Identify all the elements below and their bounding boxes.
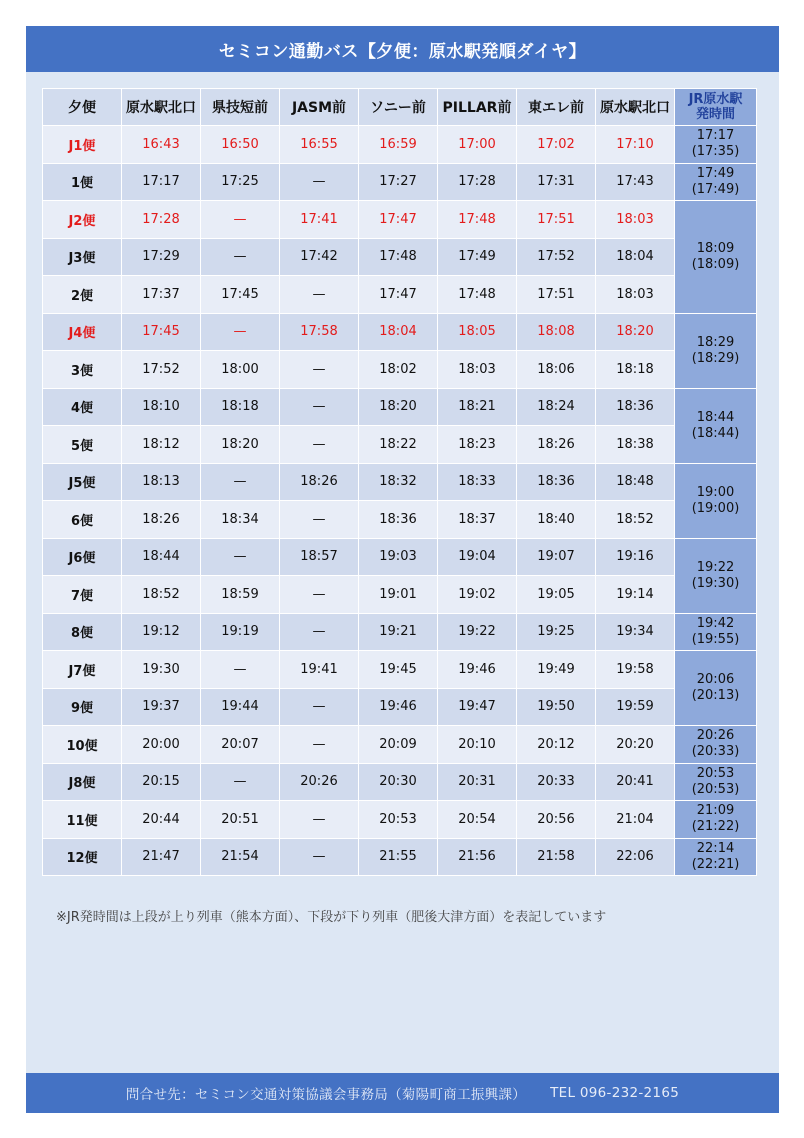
stop-time: 20:09 bbox=[359, 726, 438, 764]
stop-time: 20:20 bbox=[596, 726, 675, 764]
table-row bbox=[43, 538, 757, 576]
jr-header-line1: JR原水駅 bbox=[688, 92, 743, 107]
stop-time: 18:26 bbox=[517, 426, 596, 464]
jr-departure-time bbox=[675, 801, 757, 839]
stop-time: 18:59 bbox=[201, 576, 280, 614]
stop-time: 17:27 bbox=[359, 163, 438, 201]
stop-time: 17:58 bbox=[280, 313, 359, 351]
stop-time: 17:29 bbox=[122, 238, 201, 276]
stop-time: 17:47 bbox=[359, 276, 438, 314]
table-row bbox=[43, 688, 757, 726]
stop-time: 18:26 bbox=[122, 501, 201, 539]
table-row bbox=[43, 801, 757, 839]
timetable-sheet bbox=[26, 26, 779, 1113]
stop-time: 20:00 bbox=[122, 726, 201, 764]
stop-time: 18:22 bbox=[359, 426, 438, 464]
stop-time: 18:23 bbox=[438, 426, 517, 464]
stop-time: 17:42 bbox=[280, 238, 359, 276]
stop-time: 16:43 bbox=[122, 126, 201, 164]
stop-time: 17:00 bbox=[438, 126, 517, 164]
stop-time: — bbox=[280, 838, 359, 876]
jr-down-train-time: (20:33) bbox=[691, 744, 740, 760]
stop-time: 17:52 bbox=[517, 238, 596, 276]
col-header-tokyo-electron: 東エレ前 bbox=[517, 89, 596, 126]
stop-time: 18:57 bbox=[280, 538, 359, 576]
trip-name: J7便 bbox=[43, 651, 122, 689]
col-header-sony: ソニー前 bbox=[359, 89, 438, 126]
stop-time: — bbox=[280, 801, 359, 839]
stop-time: 18:04 bbox=[596, 238, 675, 276]
col-header-harasui-north-2: 原水駅北口 bbox=[596, 89, 675, 126]
jr-departure-time bbox=[675, 388, 757, 463]
stop-time: 19:34 bbox=[596, 613, 675, 651]
trip-name: J8便 bbox=[43, 763, 122, 801]
stop-time: 19:01 bbox=[359, 576, 438, 614]
stop-time: 17:10 bbox=[596, 126, 675, 164]
stop-time: 19:50 bbox=[517, 688, 596, 726]
stop-time: 19:45 bbox=[359, 651, 438, 689]
stop-time: 20:15 bbox=[122, 763, 201, 801]
timetable bbox=[42, 88, 757, 876]
trip-name: 12便 bbox=[43, 838, 122, 876]
stop-time: 20:54 bbox=[438, 801, 517, 839]
stop-time: 19:21 bbox=[359, 613, 438, 651]
trip-name: J3便 bbox=[43, 238, 122, 276]
jr-up-train-time: 20:06 bbox=[696, 672, 735, 687]
jr-down-train-time: (18:44) bbox=[691, 425, 740, 441]
trip-name: 10便 bbox=[43, 726, 122, 764]
stop-time: 17:47 bbox=[359, 201, 438, 239]
stop-time: 21:58 bbox=[517, 838, 596, 876]
stop-time: 20:44 bbox=[122, 801, 201, 839]
trip-name: J5便 bbox=[43, 463, 122, 501]
jr-down-train-time: (20:53) bbox=[691, 781, 740, 797]
trip-name: 7便 bbox=[43, 576, 122, 614]
trip-name: 2便 bbox=[43, 276, 122, 314]
jr-down-train-time: (17:49) bbox=[691, 181, 740, 197]
stop-time: 19:04 bbox=[438, 538, 517, 576]
stop-time: 17:31 bbox=[517, 163, 596, 201]
jr-up-train-time: 18:09 bbox=[696, 240, 735, 256]
jr-departure-time bbox=[675, 163, 757, 201]
stop-time: — bbox=[280, 576, 359, 614]
jr-down-train-time: (21:22) bbox=[691, 819, 740, 835]
jr-departure-time bbox=[675, 538, 757, 613]
stop-time: — bbox=[280, 351, 359, 389]
stop-time: 18:40 bbox=[517, 501, 596, 539]
stop-time: 18:03 bbox=[596, 276, 675, 314]
jr-up-train-time: 19:00 bbox=[696, 484, 735, 500]
stop-time: 20:26 bbox=[280, 763, 359, 801]
col-header-harasui-north-1: 原水駅北口 bbox=[122, 89, 201, 126]
stop-time: 19:44 bbox=[201, 688, 280, 726]
stop-time: — bbox=[280, 276, 359, 314]
table-row bbox=[43, 838, 757, 876]
table-row bbox=[43, 238, 757, 276]
stop-time: 18:12 bbox=[122, 426, 201, 464]
stop-time: 18:37 bbox=[438, 501, 517, 539]
stop-time: 16:59 bbox=[359, 126, 438, 164]
stop-time: 20:53 bbox=[359, 801, 438, 839]
table-row bbox=[43, 163, 757, 201]
stop-time: — bbox=[280, 426, 359, 464]
stop-time: — bbox=[201, 238, 280, 276]
stop-time: 18:13 bbox=[122, 463, 201, 501]
stop-time: 20:56 bbox=[517, 801, 596, 839]
stop-time: 19:58 bbox=[596, 651, 675, 689]
stop-time: 17:45 bbox=[122, 313, 201, 351]
timetable-body bbox=[43, 126, 757, 876]
stop-time: — bbox=[201, 651, 280, 689]
table-row bbox=[43, 388, 757, 426]
stop-time: 18:44 bbox=[122, 538, 201, 576]
stop-time: 18:52 bbox=[122, 576, 201, 614]
stop-time: 19:59 bbox=[596, 688, 675, 726]
table-row bbox=[43, 501, 757, 539]
stop-time: 16:50 bbox=[201, 126, 280, 164]
stop-time: 18:36 bbox=[359, 501, 438, 539]
table-row bbox=[43, 576, 757, 614]
trip-name: 5便 bbox=[43, 426, 122, 464]
jr-up-train-time: 17:17 bbox=[696, 128, 735, 144]
stop-time: 19:41 bbox=[280, 651, 359, 689]
table-row bbox=[43, 426, 757, 464]
stop-time: 16:55 bbox=[280, 126, 359, 164]
jr-up-train-time: 18:29 bbox=[696, 334, 735, 350]
stop-time: 18:08 bbox=[517, 313, 596, 351]
stop-time: 18:26 bbox=[280, 463, 359, 501]
col-header-pillar: PILLAR前 bbox=[438, 89, 517, 126]
stop-time: 21:56 bbox=[438, 838, 517, 876]
stop-time: 18:04 bbox=[359, 313, 438, 351]
jr-up-train-time: 22:14 bbox=[696, 840, 735, 856]
stop-time: 17:17 bbox=[122, 163, 201, 201]
stop-time: 19:19 bbox=[201, 613, 280, 651]
jr-departure-time bbox=[675, 613, 757, 651]
jr-down-train-time: (18:09) bbox=[691, 256, 740, 272]
stop-time: — bbox=[201, 763, 280, 801]
table-row bbox=[43, 726, 757, 764]
stop-time: 17:41 bbox=[280, 201, 359, 239]
trip-name: J1便 bbox=[43, 126, 122, 164]
stop-time: 19:03 bbox=[359, 538, 438, 576]
jr-departure-time bbox=[675, 838, 757, 876]
stop-time: 17:43 bbox=[596, 163, 675, 201]
table-row bbox=[43, 126, 757, 164]
stop-time: 18:52 bbox=[596, 501, 675, 539]
stop-time: 18:03 bbox=[438, 351, 517, 389]
stop-time: 21:55 bbox=[359, 838, 438, 876]
stop-time: — bbox=[280, 726, 359, 764]
jr-up-train-time: 21:09 bbox=[696, 803, 735, 819]
stop-time: 18:38 bbox=[596, 426, 675, 464]
stop-time: 19:07 bbox=[517, 538, 596, 576]
jr-up-train-time: 19:22 bbox=[696, 559, 735, 575]
jr-down-train-time: (17:35) bbox=[691, 144, 740, 160]
stop-time: 18:18 bbox=[596, 351, 675, 389]
stop-time: — bbox=[201, 463, 280, 501]
jr-departure-time bbox=[675, 726, 757, 764]
stop-time: 18:36 bbox=[517, 463, 596, 501]
stop-time: 18:20 bbox=[596, 313, 675, 351]
stop-time: 21:04 bbox=[596, 801, 675, 839]
jr-header-line2: 発時間 bbox=[695, 107, 735, 122]
stop-time: 17:49 bbox=[438, 238, 517, 276]
stop-time: 17:48 bbox=[438, 201, 517, 239]
stop-time: 18:21 bbox=[438, 388, 517, 426]
stop-time: 20:10 bbox=[438, 726, 517, 764]
jr-departure-time bbox=[675, 651, 757, 726]
jr-up-train-time: 20:53 bbox=[696, 765, 735, 781]
trip-name: 8便 bbox=[43, 613, 122, 651]
stop-time: 18:20 bbox=[201, 426, 280, 464]
stop-time: 17:48 bbox=[359, 238, 438, 276]
table-row bbox=[43, 201, 757, 239]
stop-time: 19:22 bbox=[438, 613, 517, 651]
stop-time: 19:25 bbox=[517, 613, 596, 651]
col-header-jasm: JASM前 bbox=[280, 89, 359, 126]
trip-name: J6便 bbox=[43, 538, 122, 576]
stop-time: 21:54 bbox=[201, 838, 280, 876]
footnote: ※JR発時間は上段が上り列車（熊本方面）、下段が下り列車（肥後大津方面）を表記しています bbox=[56, 910, 607, 925]
phone-number: TEL 096-232-2165 bbox=[550, 1085, 680, 1101]
jr-up-train-time: 19:42 bbox=[696, 615, 735, 631]
stop-time: 17:45 bbox=[201, 276, 280, 314]
jr-departure-time bbox=[675, 763, 757, 801]
stop-time: — bbox=[280, 613, 359, 651]
stop-time: 22:06 bbox=[596, 838, 675, 876]
trip-name: 11便 bbox=[43, 801, 122, 839]
jr-down-train-time: (19:00) bbox=[691, 500, 740, 516]
trip-name: J2便 bbox=[43, 201, 122, 239]
stop-time: 19:02 bbox=[438, 576, 517, 614]
jr-up-train-time: 20:26 bbox=[696, 728, 735, 744]
stop-time: 17:02 bbox=[517, 126, 596, 164]
stop-time: 20:33 bbox=[517, 763, 596, 801]
table-row bbox=[43, 763, 757, 801]
col-header-kengitan: 県技短前 bbox=[201, 89, 280, 126]
stop-time: 19:46 bbox=[438, 651, 517, 689]
jr-down-train-time: (19:30) bbox=[691, 575, 740, 591]
table-row bbox=[43, 463, 757, 501]
stop-time: — bbox=[280, 163, 359, 201]
stop-time: 18:48 bbox=[596, 463, 675, 501]
stop-time: 17:51 bbox=[517, 276, 596, 314]
stop-time: 18:32 bbox=[359, 463, 438, 501]
stop-time: 18:36 bbox=[596, 388, 675, 426]
table-row bbox=[43, 651, 757, 689]
trip-name: 3便 bbox=[43, 351, 122, 389]
stop-time: 18:00 bbox=[201, 351, 280, 389]
stop-time: 18:06 bbox=[517, 351, 596, 389]
stop-time: 19:37 bbox=[122, 688, 201, 726]
stop-time: 20:31 bbox=[438, 763, 517, 801]
jr-departure-time bbox=[675, 463, 757, 538]
trip-name: 6便 bbox=[43, 501, 122, 539]
jr-up-train-time: 18:44 bbox=[696, 409, 735, 425]
stop-time: 18:05 bbox=[438, 313, 517, 351]
jr-down-train-time: (20:13) bbox=[691, 688, 740, 703]
stop-time: 19:16 bbox=[596, 538, 675, 576]
jr-down-train-time: (19:55) bbox=[691, 631, 740, 647]
stop-time: 18:18 bbox=[201, 388, 280, 426]
stop-time: 20:41 bbox=[596, 763, 675, 801]
stop-time: — bbox=[201, 313, 280, 351]
stop-time: 18:20 bbox=[359, 388, 438, 426]
col-header-trip: 夕便 bbox=[43, 89, 122, 126]
jr-departure-time bbox=[675, 126, 757, 164]
stop-time: 21:47 bbox=[122, 838, 201, 876]
stop-time: 17:37 bbox=[122, 276, 201, 314]
stop-time: 19:47 bbox=[438, 688, 517, 726]
jr-departure-time bbox=[675, 313, 757, 388]
jr-down-train-time: (22:21) bbox=[691, 856, 740, 872]
stop-time: 18:10 bbox=[122, 388, 201, 426]
jr-down-train-time: (18:29) bbox=[691, 350, 740, 366]
stop-time: — bbox=[201, 201, 280, 239]
stop-time: 20:51 bbox=[201, 801, 280, 839]
stop-time: 18:02 bbox=[359, 351, 438, 389]
trip-name: 4便 bbox=[43, 388, 122, 426]
stop-time: 19:12 bbox=[122, 613, 201, 651]
contact-text: 問合せ先：セミコン交通対策協議会事務局（菊陽町商工振興課） bbox=[125, 1087, 527, 1103]
trip-name: J4便 bbox=[43, 313, 122, 351]
stop-time: 18:24 bbox=[517, 388, 596, 426]
stop-time: 20:07 bbox=[201, 726, 280, 764]
stop-time: 19:46 bbox=[359, 688, 438, 726]
stop-time: 17:48 bbox=[438, 276, 517, 314]
stop-time: 17:28 bbox=[122, 201, 201, 239]
table-row bbox=[43, 351, 757, 389]
stop-time: 18:33 bbox=[438, 463, 517, 501]
stop-time: 19:14 bbox=[596, 576, 675, 614]
stop-time: 18:03 bbox=[596, 201, 675, 239]
stop-time: 17:28 bbox=[438, 163, 517, 201]
jr-up-train-time: 17:49 bbox=[696, 165, 735, 181]
stop-time: 17:25 bbox=[201, 163, 280, 201]
col-header-jr-departure bbox=[675, 89, 757, 126]
stop-time: — bbox=[280, 688, 359, 726]
stop-time: 20:30 bbox=[359, 763, 438, 801]
page-title: セミコン通勤バス【夕便：原水駅発順ダイヤ】 bbox=[26, 26, 779, 72]
stop-time: 19:30 bbox=[122, 651, 201, 689]
stop-time: 19:05 bbox=[517, 576, 596, 614]
stop-time: 20:12 bbox=[517, 726, 596, 764]
stop-time: 17:52 bbox=[122, 351, 201, 389]
trip-name: 1便 bbox=[43, 163, 122, 201]
jr-departure-time bbox=[675, 201, 757, 314]
stop-time: — bbox=[201, 538, 280, 576]
footer-contact-bar bbox=[26, 1073, 779, 1113]
table-row bbox=[43, 313, 757, 351]
table-row bbox=[43, 276, 757, 314]
stop-time: 19:49 bbox=[517, 651, 596, 689]
table-row bbox=[43, 613, 757, 651]
trip-name: 9便 bbox=[43, 688, 122, 726]
header-row bbox=[43, 89, 757, 126]
stop-time: 18:34 bbox=[201, 501, 280, 539]
stop-time: — bbox=[280, 388, 359, 426]
stop-time: 17:51 bbox=[517, 201, 596, 239]
stop-time: — bbox=[280, 501, 359, 539]
